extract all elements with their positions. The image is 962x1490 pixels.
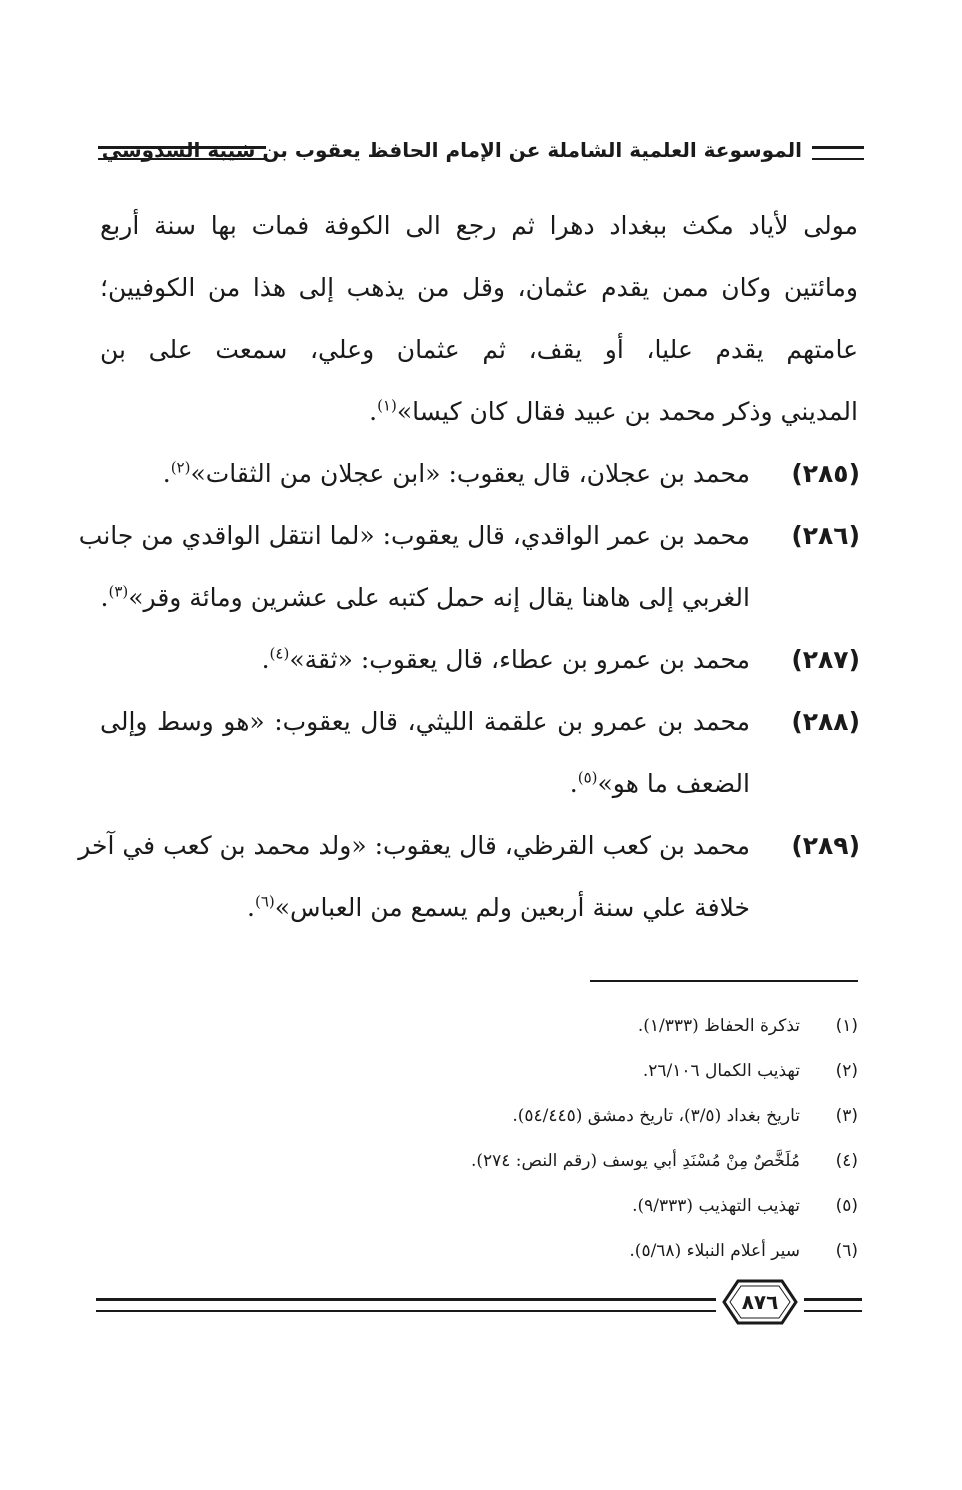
entry-287	[100, 630, 858, 692]
footnote-number: (٥)	[835, 1196, 858, 1216]
footnote-number: (٣)	[835, 1106, 858, 1126]
footer-rule-right	[804, 1298, 862, 1312]
main-text	[78, 196, 860, 940]
footnote-item	[98, 1184, 858, 1229]
footer-rule-left	[96, 1298, 716, 1312]
entry-text: محمد بن عجلان، قال يعقوب: «ابن عجلان من الثقات»	[190, 459, 750, 488]
entry-line	[100, 568, 858, 630]
footnote-number: (٤)	[835, 1151, 858, 1171]
entry-line: محمد بن عمر الواقدي، قال يعقوب: «لما انتقل الواقدي من جانب	[78, 521, 750, 550]
header-rule-right	[812, 146, 864, 160]
running-header	[98, 132, 864, 172]
footnote-item	[98, 1229, 858, 1274]
intro-paragraph	[100, 196, 858, 444]
entry-line	[100, 754, 858, 816]
entry-number: (٢٨٩)	[791, 831, 860, 860]
page-number-badge	[722, 1278, 798, 1326]
period: .	[569, 769, 578, 798]
period: .	[261, 645, 270, 674]
intro-last-text: المديني وذكر محمد بن عبيد فقال كان كيسا»	[396, 397, 858, 426]
footnote-ref: (٤)	[269, 644, 290, 663]
footnote-text: تذكرة الحفاظ (١/٣٣٣).	[637, 1016, 800, 1036]
intro-line: مولى لأياد مكث ببغداد دهرا ثم رجع الى الكوفة فمات بها سنة أربع	[100, 211, 858, 240]
period: .	[247, 893, 255, 922]
footnote-ref: (٣)	[108, 582, 129, 601]
intro-line	[100, 382, 858, 444]
footnote-text: مُلَخَّصٌ مِنْ مُسْنَدِ أبي يوسف (رقم النص: ٢٧٤).	[470, 1151, 800, 1171]
footnote-ref: (٥)	[577, 768, 598, 787]
footnote-item	[98, 1094, 858, 1139]
footnote-number: (٦)	[835, 1241, 858, 1261]
footnotes	[98, 1004, 858, 1274]
footnote-ref: (٦)	[254, 892, 275, 911]
header-title: الموسوعة العلمية الشاملة عن الإمام الحافظ يعقوب بن شيبة السدوسي	[101, 138, 802, 162]
footnote-number: (١)	[835, 1016, 858, 1036]
entry-288	[100, 692, 858, 816]
entry-line: محمد بن كعب القرظي، قال يعقوب: «ولد محمد بن كعب في آخر	[78, 831, 750, 860]
entry-line	[100, 630, 858, 692]
entry-number: (٢٨٧)	[791, 645, 860, 674]
entry-289	[78, 816, 860, 940]
footnote-item	[98, 1139, 858, 1184]
footnote-item	[98, 1049, 858, 1094]
entry-number: (٢٨٨)	[791, 707, 860, 736]
entry-285	[100, 444, 858, 506]
entry-text: خلافة علي سنة أربعين ولم يسمع من العباس»	[274, 893, 750, 922]
entry-line	[100, 444, 858, 506]
period: .	[369, 397, 378, 426]
page-number: ٨٧٦	[741, 1290, 779, 1314]
entry-text: محمد بن عمرو بن عطاء، قال يعقوب: «ثقة»	[289, 645, 750, 674]
footnote-text: تهذيب الكمال ٢٦/١٠٦.	[642, 1061, 800, 1081]
footnote-ref: (٢)	[170, 458, 191, 477]
entry-text: الغربي إلى هاهنا يقال إنه حمل كتبه على عشرين ومائة وقر»	[128, 583, 750, 612]
entry-number: (٢٨٦)	[791, 521, 860, 550]
footnote-text: تاريخ بغداد (٣/٥)، تاريخ دمشق (٥٤/٤٤٥).	[512, 1106, 800, 1126]
footnote-ref: (١)	[377, 396, 397, 415]
footnote-text: تهذيب التهذيب (٩/٣٣٣).	[632, 1196, 800, 1216]
footnote-number: (٢)	[835, 1061, 858, 1081]
intro-line: ومائتين وكان ممن يقدم عثمان، وقل من يذهب إلى هذا من الكوفيين؛	[100, 273, 858, 302]
entry-number: (٢٨٥)	[791, 459, 860, 488]
entry-line	[100, 878, 858, 940]
entry-line: محمد بن عمرو بن علقمة الليثي، قال يعقوب: «هو وسط وإلى	[100, 707, 750, 736]
footnote-text: سير أعلام النبلاء (٥/٦٨).	[629, 1241, 800, 1261]
intro-line: عامتهم يقدم عليا، أو يقف، ثم عثمان وعلي، سمعت على بن	[100, 335, 858, 364]
page-footer	[96, 1276, 862, 1336]
entry-286	[78, 506, 860, 630]
period: .	[100, 583, 109, 612]
footnote-item	[98, 1004, 858, 1049]
entry-text: الضعف ما هو»	[597, 769, 750, 798]
period: .	[162, 459, 171, 488]
footnote-separator	[590, 980, 858, 982]
